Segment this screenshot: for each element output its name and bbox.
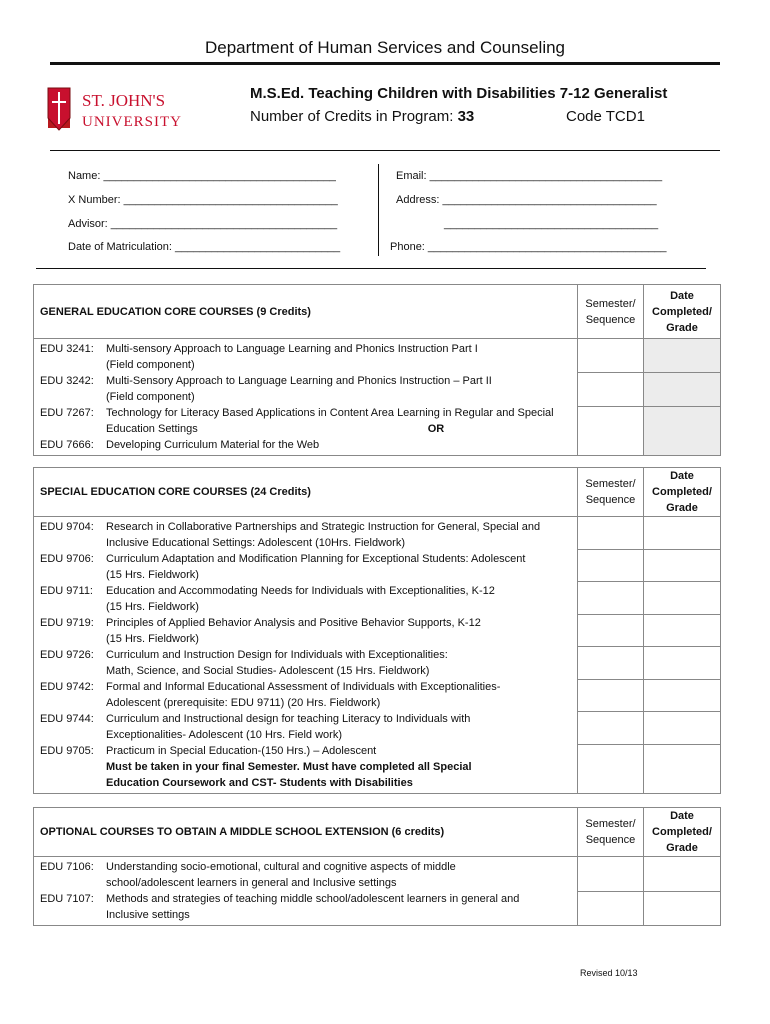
semester-cell[interactable] — [578, 517, 644, 550]
program-title: M.S.Ed. Teaching Children with Disabilities 7-12 Generalist — [250, 85, 668, 102]
phone-field[interactable]: Phone: _______________________________________ — [390, 241, 667, 253]
fields-rule — [36, 268, 706, 269]
course-list — [34, 517, 578, 794]
course-item: EDU 9726: Curriculum and Instruction Design for Individuals with Exceptionalities: Math, Science, and Social Studies- Adolescent (15 Hrs. Fieldwork) — [40, 649, 448, 677]
university-logo — [44, 82, 194, 138]
credits-label: Number of Credits in Program: — [250, 108, 454, 125]
course-item: EDU 7666: Developing Curriculum Material for the Web — [40, 439, 320, 451]
semester-cell[interactable] — [578, 712, 644, 745]
semester-cell[interactable] — [578, 679, 644, 712]
semester-cell[interactable] — [578, 614, 644, 647]
semester-cell[interactable] — [578, 373, 644, 407]
credits-value: 33 — [457, 108, 475, 125]
grade-cell[interactable] — [644, 582, 721, 615]
semester-cell[interactable] — [578, 857, 644, 892]
grade-cell[interactable] — [644, 712, 721, 745]
course-item: EDU 7106: Understanding socio-emotional, cultural and cognitive aspects of middle school/adolescent learners in general and Inclusive settings — [40, 861, 456, 889]
address-line2-field[interactable]: ___________________________________ — [444, 218, 659, 230]
course-item: EDU 9706: Curriculum Adaptation and Modification Planning for Exceptional Students: Adolescent (15 Hrs. Fieldwork) — [40, 553, 526, 581]
section-title: SPECIAL EDUCATION CORE COURSES (24 Credits) — [34, 468, 578, 517]
semester-cell[interactable] — [578, 407, 644, 456]
address-field[interactable]: Address: ___________________________________ — [396, 194, 657, 206]
email-field[interactable]: Email: ______________________________________ — [396, 170, 663, 182]
grade-cell[interactable] — [644, 745, 721, 794]
semester-cell[interactable] — [578, 339, 644, 373]
top-rule — [50, 62, 720, 65]
date-header: Date Completed/ Grade — [644, 468, 721, 517]
course-list — [34, 339, 578, 456]
revised-note: Revised 10/13 — [580, 968, 638, 978]
course-item: EDU 9704: Research in Collaborative Partnerships and Strategic Instruction for General, Special and Inclusive Educational Settings: Adolescent (10Hrs. Fieldwork) — [40, 521, 541, 549]
department-title: Department of Human Services and Counseling — [204, 38, 566, 57]
course-item: EDU 7267: Technology for Literacy Based Applications in Content Area Learning in Regular and Special Education Settings OR — [40, 407, 554, 435]
course-item: EDU 3242: Multi-Sensory Approach to Language Learning and Phonics Instruction – Part II (Field component) — [40, 375, 492, 403]
grade-cell[interactable] — [644, 407, 721, 456]
field-divider — [378, 164, 379, 256]
matriculation-field[interactable]: Date of Matriculation: ___________________________ — [68, 241, 341, 253]
logo-text-2: UNIVERSITY — [82, 114, 182, 130]
section-title: GENERAL EDUCATION CORE COURSES (9 Credits) — [34, 285, 578, 339]
semester-header: Semester/ Sequence — [578, 468, 644, 517]
name-field[interactable]: Name: ______________________________________ — [68, 170, 336, 182]
general-education-table — [33, 284, 721, 456]
course-item: EDU 9742: Formal and Informal Educational Assessment of Individuals with Exceptionalities- Adolescent (prerequisite: EDU 9711) (20 Hrs. Fieldwork) — [40, 681, 501, 709]
semester-cell[interactable] — [578, 647, 644, 680]
grade-cell[interactable] — [644, 549, 721, 582]
course-item: EDU 3241: Multi-sensory Approach to Language Learning and Phonics Instruction Part I (Field component) — [40, 343, 478, 371]
course-list — [34, 857, 578, 926]
logo-text-1: ST. JOHN'S — [82, 91, 166, 110]
course-item: EDU 9744: Curriculum and Instructional design for teaching Literacy to Individuals with Exceptionalities- Adolescent (10 Hrs. Field work) — [40, 713, 471, 741]
grade-cell[interactable] — [644, 339, 721, 373]
semester-cell[interactable] — [578, 745, 644, 794]
date-header: Date Completed/ Grade — [644, 808, 721, 857]
xnumber-field[interactable]: X Number: ___________________________________ — [68, 194, 338, 206]
grade-cell[interactable] — [644, 373, 721, 407]
grade-cell[interactable] — [644, 857, 721, 892]
course-item: EDU 9719: Principles of Applied Behavior Analysis and Positive Behavior Supports, K-12 (15 Hrs. Fieldwork) — [40, 617, 481, 645]
program-code: Code TCD1 — [566, 108, 645, 125]
advisor-field[interactable]: Advisor: _____________________________________ — [68, 218, 338, 230]
header-rule — [50, 150, 720, 151]
grade-cell[interactable] — [644, 679, 721, 712]
credits-line — [250, 108, 474, 125]
semester-cell[interactable] — [578, 891, 644, 926]
grade-cell[interactable] — [644, 647, 721, 680]
course-item: EDU 9705: Practicum in Special Education-(150 Hrs.) – Adolescent Must be taken in your final Semester. Must have completed all Special Education Coursework and CST- Students with Disabilities — [40, 745, 472, 789]
course-item: EDU 9711: Education and Accommodating Needs for Individuals with Exceptionalities, K-12 (15 Hrs. Fieldwork) — [40, 585, 495, 613]
grade-cell[interactable] — [644, 891, 721, 926]
semester-header: Semester/ Sequence — [578, 808, 644, 857]
semester-cell[interactable] — [578, 549, 644, 582]
grade-cell[interactable] — [644, 517, 721, 550]
semester-header: Semester/ Sequence — [578, 285, 644, 339]
special-education-table — [33, 467, 721, 794]
date-header: Date Completed/ Grade — [644, 285, 721, 339]
section-title: OPTIONAL COURSES TO OBTAIN A MIDDLE SCHOOL EXTENSION (6 credits) — [34, 808, 578, 857]
semester-cell[interactable] — [578, 582, 644, 615]
grade-cell[interactable] — [644, 614, 721, 647]
optional-courses-table — [33, 807, 721, 926]
course-item: EDU 7107: Methods and strategies of teaching middle school/adolescent learners in general and Inclusive settings — [40, 893, 520, 921]
